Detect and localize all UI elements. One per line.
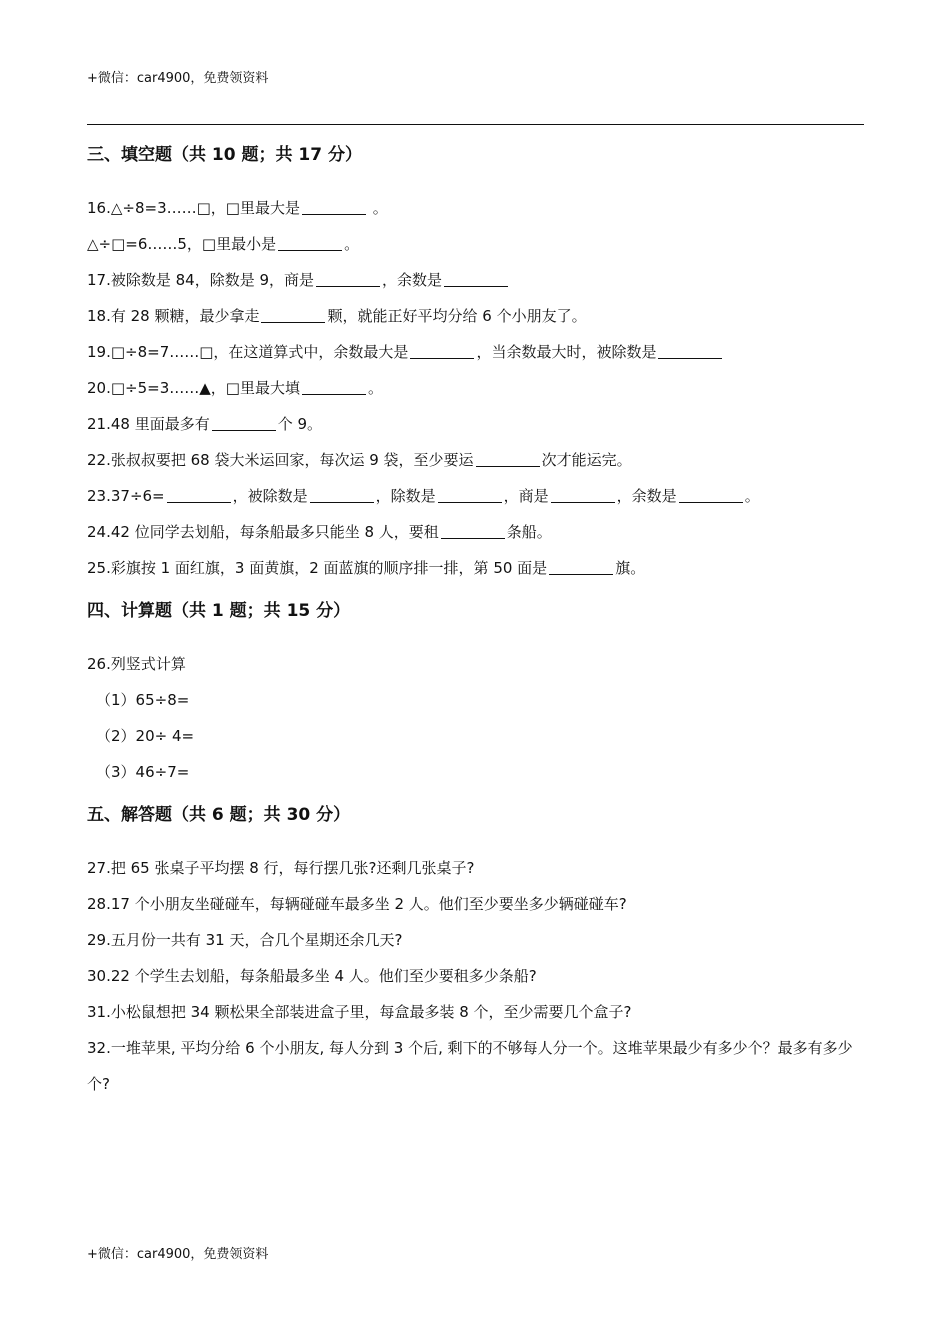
header-watermark-note: +微信：car4900，免费领资料 <box>87 71 269 86</box>
answer-blank[interactable] <box>278 234 342 251</box>
question-16b: △÷□=6……5，□里最小是 。 <box>87 235 360 253</box>
question-17: 17.被除数是 84，除数是 9，商是 ，余数是 <box>87 262 867 298</box>
answer-blank[interactable] <box>438 486 502 503</box>
answer-blank[interactable] <box>551 486 615 503</box>
footer-watermark-note: +微信：car4900，免费领资料 <box>87 1247 269 1262</box>
question-22: 22.张叔叔要把 68 袋大米运回家，每次运 9 袋，至少要运 次才能运完。 <box>87 451 632 469</box>
question-20: 20.□÷5=3……▲，□里最大填 。 <box>87 379 383 397</box>
answer-blank[interactable] <box>441 522 505 539</box>
question-24: 24.42 位同学去划船，每条船最多只能坐 8 人，要租 条船。 <box>87 523 552 541</box>
question-30: 30.22 个学生去划船，每条船最多坐 4 人。他们至少要租多少条船? <box>87 967 537 985</box>
question-19: 19.□÷8=7……□，在这道算式中，余数最大是 ，当余数最大时，被除数是 <box>87 334 867 370</box>
answer-blank[interactable] <box>261 306 325 323</box>
answer-blank[interactable] <box>679 486 743 503</box>
answer-blank[interactable] <box>410 342 474 359</box>
calc-item-1: （1）65÷8= <box>96 691 190 709</box>
calc-item-3: （3）46÷7= <box>96 763 190 781</box>
answer-blank[interactable] <box>476 450 540 467</box>
calc-item-2: （2）20÷ 4= <box>96 727 195 745</box>
question-18: 18.有 28 颗糖，最少拿走 颗，就能正好平均分给 6 个小朋友了。 <box>87 307 587 325</box>
question-21: 21.48 里面最多有 个 9。 <box>87 415 323 433</box>
question-26: 26.列竖式计算 <box>87 655 186 673</box>
answer-blank[interactable] <box>444 270 508 287</box>
answer-blank[interactable] <box>316 270 380 287</box>
question-23: 23.37÷6= ，被除数是 ，除数是 ，商是 ，余数是 。 <box>87 487 760 505</box>
answer-blank[interactable] <box>549 558 613 575</box>
exam-content <box>87 140 867 1102</box>
header-divider <box>87 124 864 125</box>
answer-blank[interactable] <box>310 486 374 503</box>
question-25: 25.彩旗按 1 面红旗，3 面黄旗，2 面蓝旗的顺序排一排，第 50 面是 旗。 <box>87 559 646 577</box>
section-title-fill-in: 三、填空题（共 10 题；共 17 分） <box>87 145 362 165</box>
question-16a: 16.△÷8=3……□，□里最大是 。 <box>87 199 388 217</box>
question-32: 32.一堆苹果, 平均分给 6 个小朋友, 每人分到 3 个后, 剩下的不够每人分一个。这堆苹果最少有多少个？最多有多少个? <box>87 1039 853 1093</box>
question-31: 31.小松鼠想把 34 颗松果全部装进盒子里，每盒最多装 8 个，至少需要几个盒子? <box>87 1003 632 1021</box>
question-29: 29.五月份一共有 31 天，合几个星期还余几天? <box>87 931 403 949</box>
question-28: 28.17 个小朋友坐碰碰车，每辆碰碰车最多坐 2 人。他们至少要坐多少辆碰碰车? <box>87 895 627 913</box>
section-title-calculation: 四、计算题（共 1 题；共 15 分） <box>87 601 351 621</box>
answer-blank[interactable] <box>302 198 366 215</box>
answer-blank[interactable] <box>212 414 276 431</box>
answer-blank[interactable] <box>167 486 231 503</box>
question-27: 27.把 65 张桌子平均摆 8 行，每行摆几张?还剩几张桌子? <box>87 859 475 877</box>
section-title-word-problems: 五、解答题（共 6 题；共 30 分） <box>87 805 351 825</box>
answer-blank[interactable] <box>302 378 366 395</box>
answer-blank[interactable] <box>658 342 722 359</box>
